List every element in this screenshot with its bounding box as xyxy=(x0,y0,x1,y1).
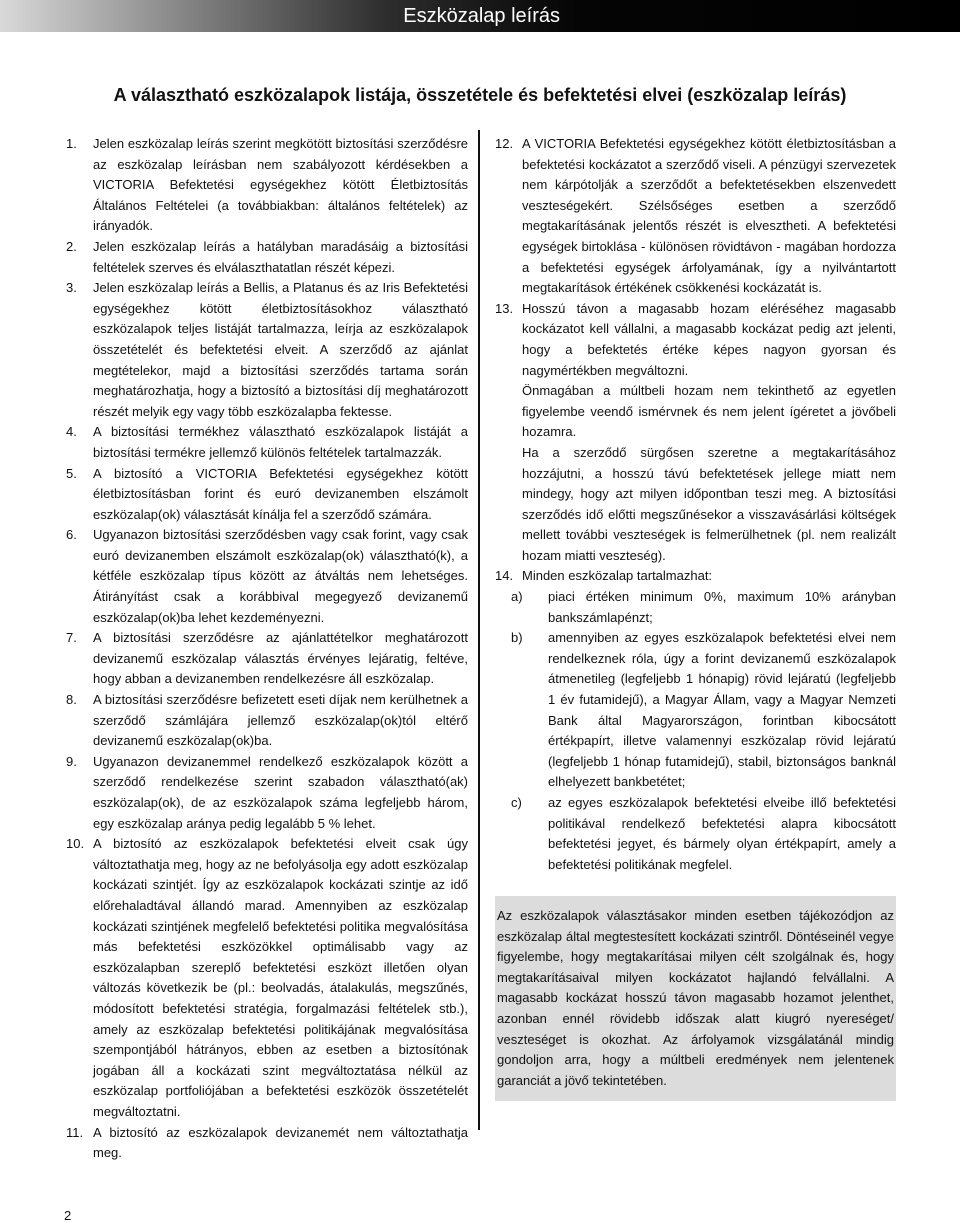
sub-item-c xyxy=(495,793,896,875)
sub-item-text: amennyiben az egyes eszközalapok befektetési elvei nem rendelkeznek róla, úgy a forint devizanemű eszközalapok átmenetileg (legfeljebb 1 hónapig) rövid lejáratú (legfeljebb 1 év futamidejű), a Magyar Állam, vagy a Magyar Nemzeti Bank által Magyarországon, forintban kibocsátott értékpapírt, illetve valamennyi eszközalap rövid lejáratú (legfeljebb 1 hónap futamidejű), stabil, biztonságos banknál elhelyezett bankbetétet; xyxy=(548,630,896,790)
item-text: A VICTORIA Befektetési egységekhez kötött életbiztosításban a befektetési kockázatot a szerződő viseli. A pénzügyi szervezetek nem kárpótolják a szerződőt a befektetésekben elszenvedett veszteségekért. Szélsőséges esetben a szerződő megtakarításának jelentős részét is elvesztheti. A befektetési egységek birtoklása - különösen rövidtávon - magában hordozza a befektetési egységek árfolyamának, így a nyilvántartott megtakarítások értékének csökkenési kockázatát is. xyxy=(522,136,896,296)
item-text: A biztosítási termékhez választható eszközalapok listáját a biztosítási termékre jellemző különös feltételek tartalmazzák. xyxy=(93,424,468,460)
item-number: 12. xyxy=(495,136,514,151)
sub-item-b xyxy=(495,628,896,793)
item-number: 7. xyxy=(66,630,77,646)
item-text: A biztosító az eszközalapok befektetési elveit csak úgy változtathatja meg, hogy az ne befolyásolja egy adott eszközalap kockázati szintjét. Így az eszközalapok kockázati szintje az idő előrehaladtával állandó marad. Amennyiben az eszközalap kockázati szintjének megfelelő befektetési politika megvalósítása más befektetési eszközökkel optimálisabb vagy az eszközalapban szereplő befektetési eszközt illetően olyan változás következik be (pl.: beolvadás, átalakulás, megszűnés, módosított befektetési stratégia, forgalmazási feltételek stb.), amely az eszközalap befektetési politikájának megvalósítása szempontjából hátrányos, ebben az esetben a biztosítónak jogában áll a kockázati szint megváltoztatása nélkül az eszközalap portfoliójában a befektetési eszközök összetételét megváltoztatni. xyxy=(93,836,468,1119)
item-number: 4. xyxy=(66,424,77,440)
list-item-13 xyxy=(495,299,896,381)
list-item-12 xyxy=(495,134,896,299)
item-text: A biztosító az eszközalapok devizanemét nem változtathatja meg. xyxy=(93,1124,468,1161)
sub-item-text: piaci értéken minimum 0%, maximum 10% arányban bankszámlapénzt; xyxy=(548,589,896,625)
column-divider xyxy=(478,130,480,1130)
list-item-2 xyxy=(66,237,468,278)
sub-item-a xyxy=(495,587,896,628)
sub-item-letter: c) xyxy=(511,795,522,810)
item-number: 11. xyxy=(66,1124,84,1140)
page-number: 2 xyxy=(64,1208,72,1223)
right-column xyxy=(495,134,896,875)
item-text: Ugyanazon devizanemmel rendelkező eszközalapok között a szerződő rendelkezése szerint szabadon választható(ak) eszközalap(ok), de az eszközalapok száma legfeljebb három, egy eszközalap aránya pedig legalább 5 % lehet. xyxy=(93,753,468,831)
item-text: A biztosítási szerződésre befizetett eseti díjak nem kerülhetnek a szerződő számlájára jellemző eszközalap(ok)tól eltérő devizanemű eszközalap(ok)ba. xyxy=(93,692,468,749)
list-item-3 xyxy=(66,278,468,422)
item-number: 2. xyxy=(66,238,77,254)
item-13-paragraph-3: Ha a szerződő sürgősen szeretne a megtakarításához hozzájutni, a hosszú távú befektetések jellege miatt nem mindegy, hogy azt milyen időpontban teszi meg. A biztosítási szerződés idő előtti megszűnésekor a visszavásárlási költségek mellett további veszteségek is felmerülhetnek (pl. nem realizált hozam miatti veszteség). xyxy=(522,444,896,563)
header-title: Eszközalap leírás xyxy=(403,5,560,27)
item-text: A biztosító a VICTORIA Befektetési egységekhez kötött életbiztosításban forint és euró devizanemben elszámolt eszközalap(ok) választását kínálja fel a szerződő számára. xyxy=(93,465,468,522)
item-number: 10. xyxy=(66,836,85,852)
item-13-paragraph-2: Önmagában a múltbeli hozam nem tekinthető az egyetlen figyelembe veendő ismérvnek és nem jelent ígéretet a jövőbeli hozamra. xyxy=(522,383,896,440)
item-number: 8. xyxy=(66,692,77,708)
item-text: Jelen eszközalap leírás a Bellis, a Platanus és az Iris Befektetési egységekhez kötött életbiztosításokhoz választható eszközalapok teljes listáját tartalmazza, leírja az eszközalapok összetételét és befektetési elveit. A szerződő az ajánlat megtételekor, majd a biztosítási szerződés tartama során meghatározhatja, hogy a biztosító a biztosítási díj meghatározott részét melyik egy vagy több eszközalapba fektesse. xyxy=(93,280,468,419)
item-text: A biztosítási szerződésre az ajánlattételkor meghatározott devizanemű eszközalap választás érvényes lejáratig, feltéve, hogy abban a devizanemben rendelkezésre áll eszközalap. xyxy=(93,630,468,687)
list-item-11 xyxy=(66,1123,468,1164)
list-item-8 xyxy=(66,690,468,752)
list-item-6 xyxy=(66,525,468,628)
list-item-4 xyxy=(66,422,468,463)
item-number: 5. xyxy=(66,465,77,481)
sub-item-letter: a) xyxy=(511,589,523,605)
risk-notice-box: Az eszközalapok választásakor minden esetben tájékozódjon az eszközalap által megtestesített kockázati szintről. Döntéseinél vegye figyelembe, hogy megtakarításai milyen célt szolgálnak és, hogy megtakarításaival milyen kockázatot hajlandó felvállalni. A magasabb kockázat hosszú távon magasabb hozamot jelenthet, azonban ennél rövidebb időszak alatt kiugró nyereséget/ veszteséget is okozhat. Az árfolyamok vizsgálatánál mindig gondoljon arra, hogy a múltbeli eredmények nem jelentenek garanciát a jövő tekintetében. xyxy=(495,896,896,1101)
left-column xyxy=(66,134,468,1164)
item-text: Hosszú távon a magasabb hozam eléréséhez magasabb kockázatot kell vállalni, a magasabb kockázat pedig azt jelenti, hogy a befektetés értéke képes nagyon gyorsan és nagymértékben megváltozni. xyxy=(522,300,896,378)
list-item-14 xyxy=(495,566,896,587)
list-item-10 xyxy=(66,834,468,1122)
item-number: 14. xyxy=(495,568,514,584)
item-number: 3. xyxy=(66,280,77,296)
item-text: Ugyanazon biztosítási szerződésben vagy csak forint, vagy csak euró devizanemben elszámolt eszközalap(ok) választható(k), a kétféle eszközalap típus között az átváltás nem lehetséges. Átirányítást csak a korábbival megegyező devizanemű eszközalap(ok)ba lehet kezdeményezni. xyxy=(93,527,468,625)
item-text: Jelen eszközalap leírás a hatályban maradásáig a biztosítási feltételek szerves és elválaszthatatlan részét képezi. xyxy=(93,238,468,275)
sub-item-text: az egyes eszközalapok befektetési elveibe illő befektetési politikával rendelkező befektetési alapra kibocsátott befektetési jegyet, és bármely olyan értékpapírt, amely a befektetési politikának megfelel. xyxy=(548,795,896,872)
page-heading: A választható eszközalapok listája, összetétele és befektetési elvei (eszközalap leírás) xyxy=(113,85,847,105)
list-item-7 xyxy=(66,628,468,690)
sub-item-letter: b) xyxy=(511,630,523,646)
item-number: 9. xyxy=(66,753,77,769)
item-number: 1. xyxy=(66,136,77,151)
list-item-5 xyxy=(66,464,468,526)
item-number: 6. xyxy=(66,527,77,543)
header-bar xyxy=(0,0,960,32)
list-item-1 xyxy=(66,134,468,237)
item-text: Minden eszközalap tartalmazhat: xyxy=(522,568,713,584)
list-item-9 xyxy=(66,752,468,834)
item-text: Jelen eszközalap leírás szerint megkötött biztosítási szerződésre az eszközalap leírásban nem szabályozott kérdésekben a VICTORIA Befektetési egységekhez kötött Életbiztosítás Általános Feltételei (a továbbiakban: általános feltételek) az irányadók. xyxy=(93,136,468,234)
item-number: 13. xyxy=(495,300,514,316)
